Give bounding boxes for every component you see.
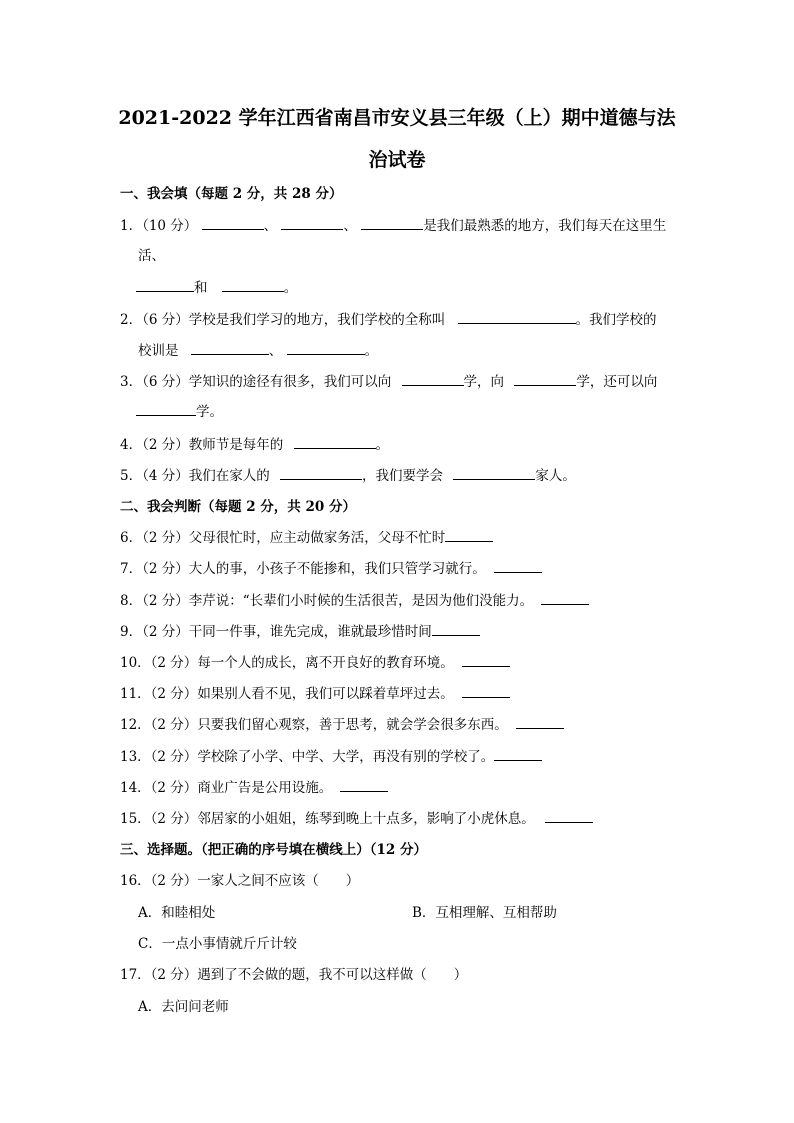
section-heading-fill: 一、我会填（每题 2 分，共 28 分） [120, 186, 343, 202]
answer-blank[interactable] [222, 278, 284, 292]
question-15 [120, 809, 593, 829]
answer-blank[interactable] [445, 528, 493, 542]
question-text: 。 [375, 437, 390, 453]
page-title-line-2: 治试卷 [368, 149, 426, 171]
question-16: 16．（2 分）一家人之间不应该（ ） [120, 873, 360, 889]
question-number: 12．（2 分） [120, 717, 198, 733]
question-text: 学，还可以向 [576, 374, 658, 390]
question-text: 如果别人看不见，我们可以踩着草坪过去。 [197, 686, 454, 702]
question-text: 李芹说：“长辈们小时候的生活很苦，是因为他们没能力。 [188, 593, 534, 609]
question-text: 学，向 [463, 374, 505, 390]
question-text: 校训是 [138, 343, 179, 359]
question-text: 商业广告是公用设施。 [197, 780, 333, 796]
question-text: 学校除了小学、中学、大学，再没有别的学校了。 [197, 749, 495, 765]
question-2-continued [138, 341, 378, 361]
page-title-line-1: 2021-2022 学年江西省南昌市安义县三年级（上）期中道德与法 [118, 107, 676, 129]
question-text: 和 [194, 280, 208, 296]
question-17: 17．（2 分）遇到了不会做的题，我不可以这样做（ ） [120, 967, 468, 983]
answer-blank[interactable] [287, 341, 365, 355]
question-5 [120, 466, 576, 486]
question-text: 邻居家的小姐姐，练琴到晚上十点多，影响了小虎休息。 [197, 811, 535, 827]
question-12 [120, 715, 564, 735]
question-number: 13．（2 分） [120, 749, 198, 765]
question-number: 14．（2 分） [120, 780, 198, 796]
answer-blank[interactable] [294, 435, 376, 449]
question-number: 1．（10 分） [120, 218, 198, 234]
answer-blank[interactable] [541, 591, 589, 605]
answer-blank[interactable] [191, 341, 269, 355]
question-number: 4．（2 分） [120, 437, 189, 453]
answer-blank[interactable] [361, 216, 423, 230]
question-text: 只要我们留心观察，善于思考，就会学会很多东西。 [197, 717, 508, 733]
answer-blank[interactable] [458, 310, 576, 324]
question-text: 学。 [196, 404, 223, 420]
question-9 [120, 622, 480, 642]
answer-blank[interactable] [545, 809, 593, 823]
answer-blank[interactable] [453, 466, 535, 480]
question-text: 学校是我们学习的地方，我们学校的全称叫 [188, 312, 446, 328]
answer-blank[interactable] [202, 216, 264, 230]
answer-blank[interactable] [494, 747, 542, 761]
section-heading-judge: 二、我会判断（每题 2 分，共 20 分） [120, 499, 356, 515]
question-text: 家人。 [535, 468, 576, 484]
question-text: 。 [283, 280, 298, 296]
question-number: 9．（2 分） [120, 624, 189, 640]
question-text: 。我们学校的 [575, 312, 657, 328]
question-text: 大人的事，小孩子不能掺和，我们只管学习就行。 [188, 561, 486, 577]
question-10 [120, 653, 510, 673]
answer-blank[interactable] [136, 278, 194, 292]
question-number: 15．（2 分） [120, 811, 198, 827]
question-number: 3．（6 分） [120, 374, 189, 390]
separator: 、 [268, 343, 283, 359]
question-3-continued [136, 402, 223, 422]
question-number: 11．（2 分） [120, 686, 198, 702]
answer-blank[interactable] [462, 684, 510, 698]
section-heading-choice: 三、选择题。（把正确的序号填在横线上）（12 分） [120, 842, 427, 858]
question-2 [120, 310, 657, 330]
option-a[interactable]: A．和睦相处 [138, 905, 216, 921]
answer-blank[interactable] [340, 778, 388, 792]
answer-blank[interactable] [136, 402, 196, 416]
question-1-line-3 [136, 278, 297, 298]
option-c[interactable]: C．一点小事情就斤斤计较 [138, 936, 297, 952]
question-3 [120, 372, 657, 392]
answer-blank[interactable] [462, 653, 510, 667]
question-11 [120, 684, 510, 704]
question-number: 6．（2 分） [120, 530, 189, 546]
question-text: 。 [364, 343, 379, 359]
question-text: 父母很忙时，应主动做家务活，父母不忙时 [188, 530, 446, 546]
answer-blank[interactable] [494, 559, 542, 573]
question-number: 8．（2 分） [120, 593, 189, 609]
question-number: 10．（2 分） [120, 655, 198, 671]
answer-blank[interactable] [516, 715, 564, 729]
question-number: 2．（6 分） [120, 312, 189, 328]
question-13 [120, 747, 542, 767]
question-text: ，我们要学会 [362, 468, 444, 484]
question-number: 7．（2 分） [120, 561, 189, 577]
answer-blank[interactable] [281, 216, 343, 230]
separator: 、 [263, 218, 278, 234]
answer-blank[interactable] [402, 372, 464, 386]
question-text: 干同一件事，谁先完成，谁就最珍惜时间 [188, 624, 432, 640]
option-b[interactable]: B．互相理解、互相帮助 [412, 905, 557, 921]
answer-blank[interactable] [514, 372, 576, 386]
question-text: 我们在家人的 [188, 468, 270, 484]
question-text: 学知识的途径有很多，我们可以向 [188, 374, 392, 390]
question-number: 5．（4 分） [120, 468, 189, 484]
answer-blank[interactable] [432, 622, 480, 636]
question-6 [120, 528, 493, 548]
question-4 [120, 435, 389, 455]
question-8 [120, 591, 589, 611]
answer-blank[interactable] [280, 466, 362, 480]
question-7 [120, 559, 542, 579]
question-text: 是我们最熟悉的地方，我们每天在这里生 [423, 218, 667, 234]
question-14 [120, 778, 388, 798]
option-a[interactable]: A．去问问老师 [138, 999, 229, 1015]
separator: 、 [343, 218, 357, 234]
question-1 [120, 216, 666, 236]
question-text: 每一个人的成长，离不开良好的教育环境。 [197, 655, 454, 671]
question-1-continued: 活、 [138, 248, 165, 264]
question-text: 教师节是每年的 [188, 437, 284, 453]
